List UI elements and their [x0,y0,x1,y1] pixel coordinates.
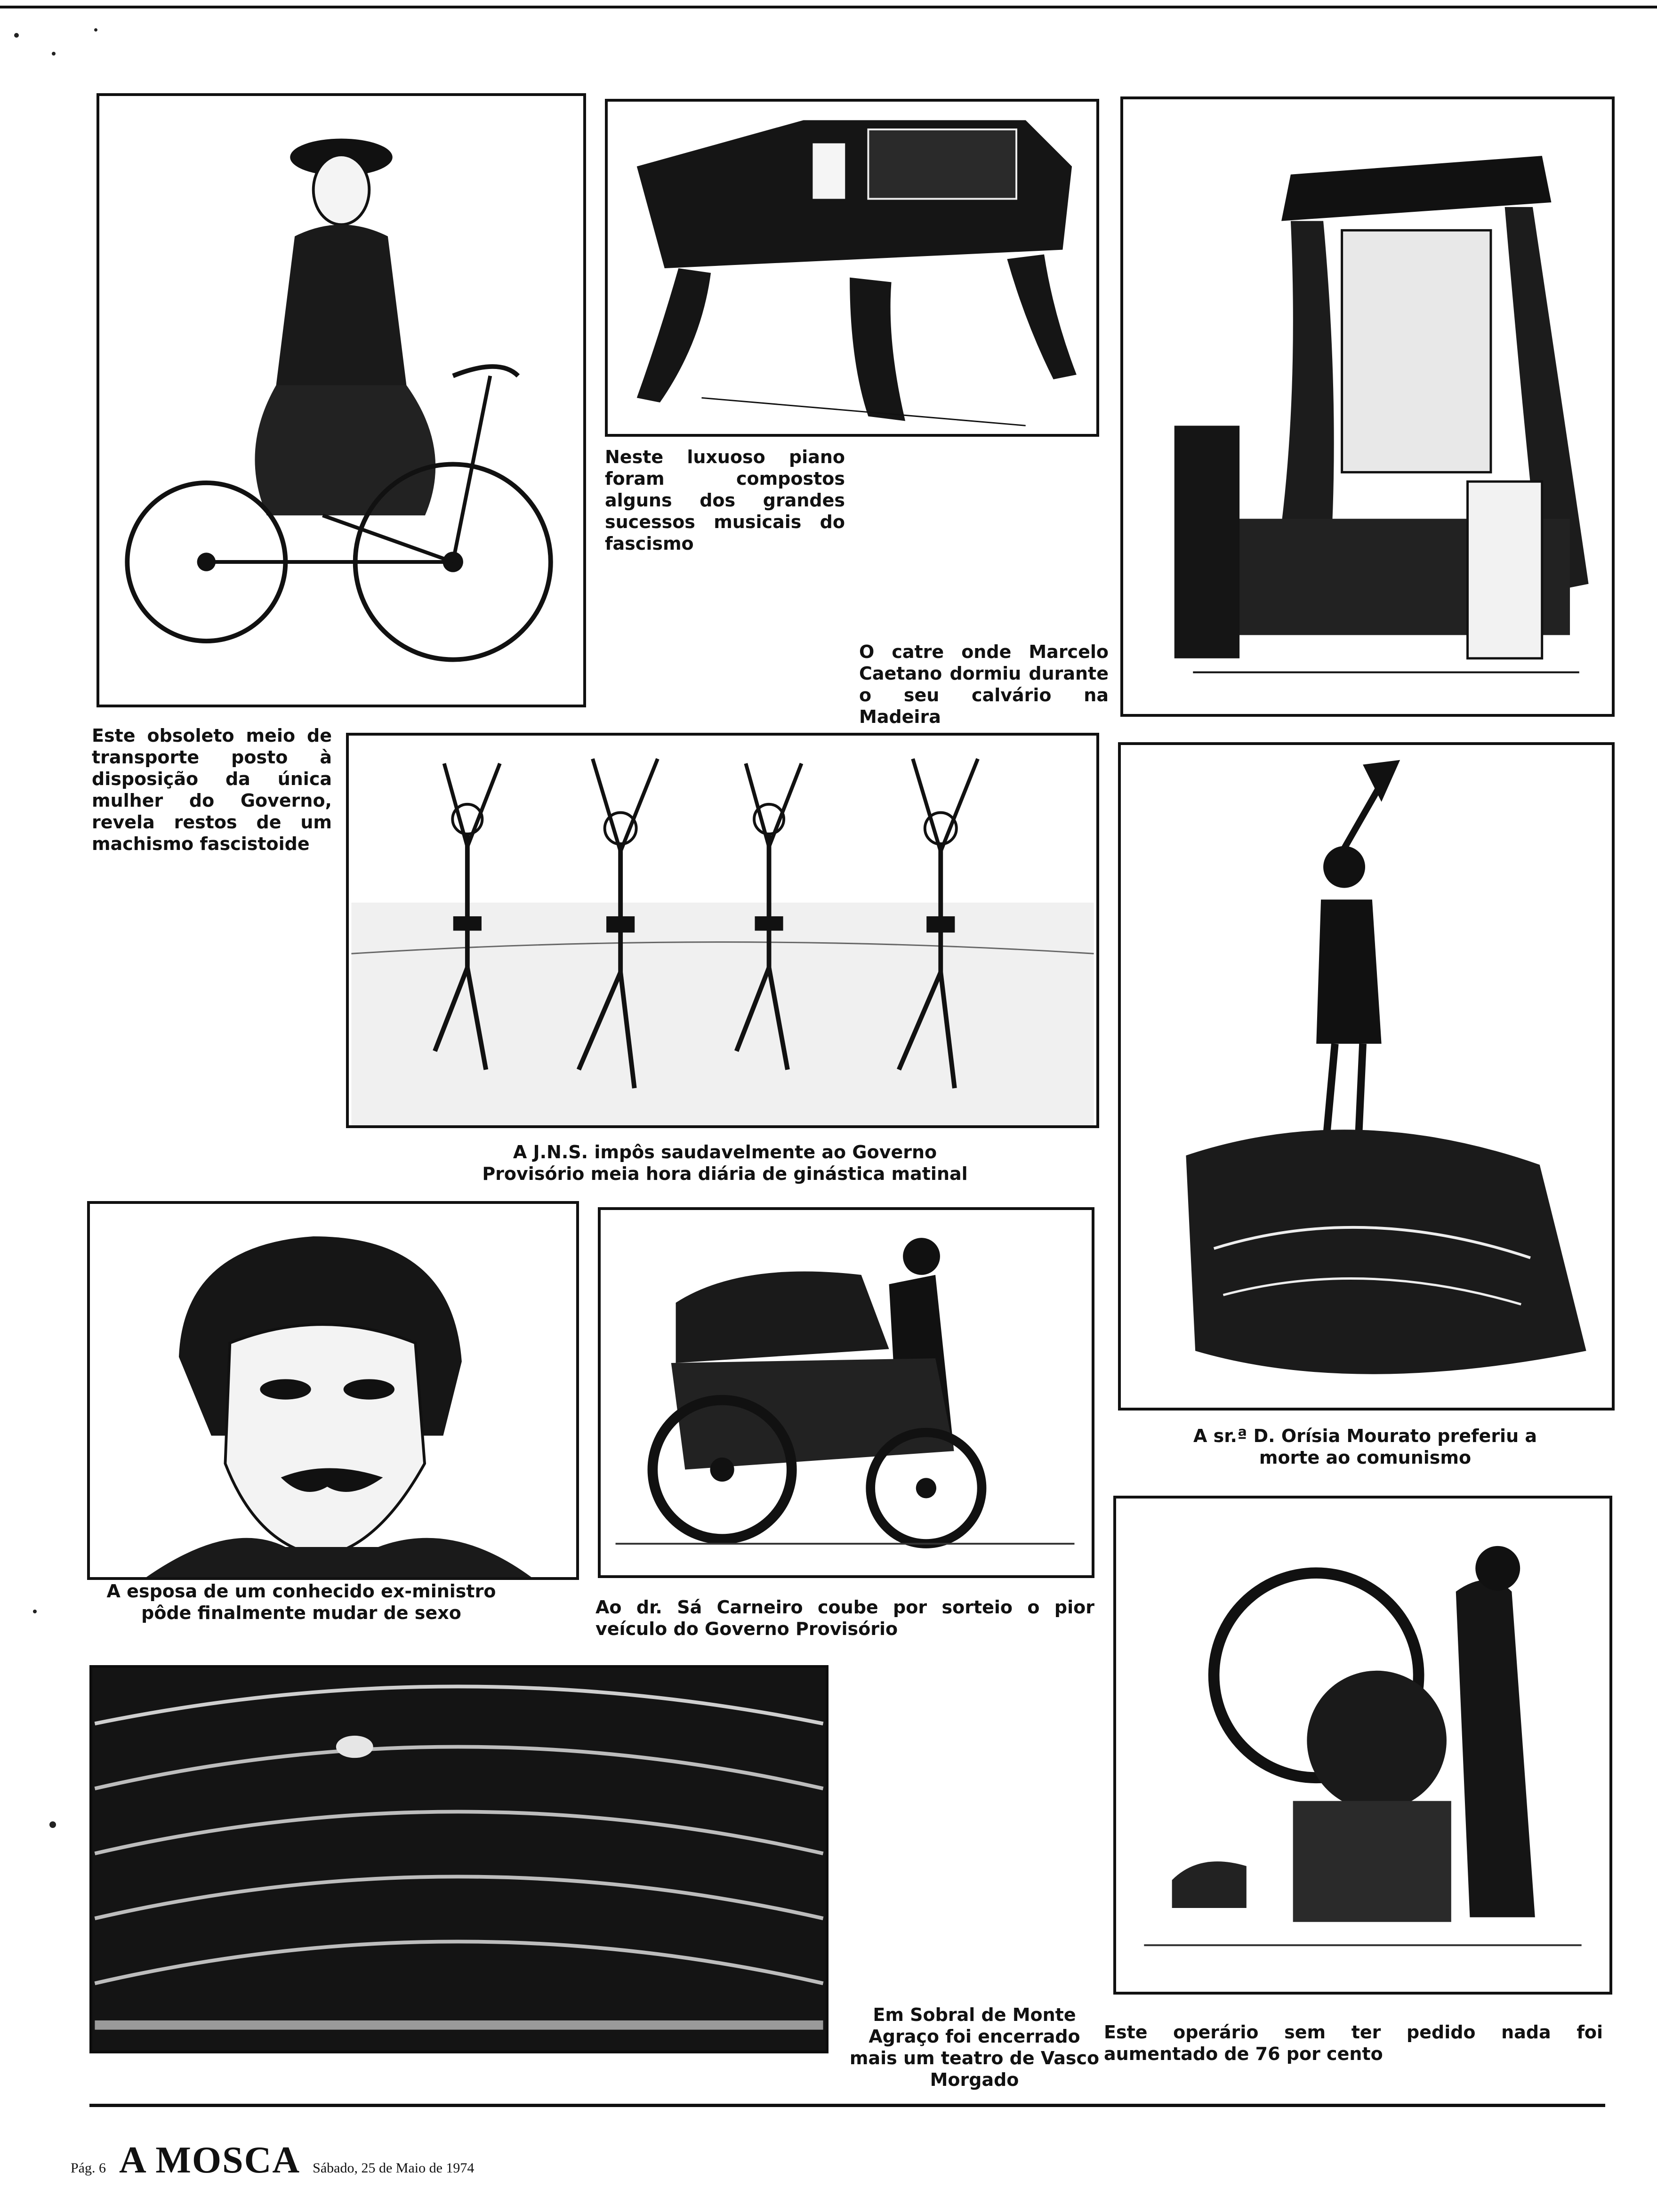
tricycle-illustration [99,96,583,705]
worker-pump-illustration [1116,1499,1609,1992]
image-gymnastics [346,733,1099,1128]
caption-gymnastics: A J.N.S. impôs saudavelmente ao Governo Provisório meia hora diária de ginástica matinal [482,1142,968,1184]
image-piano [605,99,1099,437]
print-speck [33,1610,37,1613]
print-speck [52,52,56,56]
image-tricycle-woman [97,93,586,707]
footer-rule [89,2104,1605,2107]
page-number: Pág. 6 [71,2160,106,2176]
caption-swimmer: A sr.ª D. Orísia Mourato preferiu a morte ao comunismo [1193,1426,1537,1468]
caption-theatre: Em Sobral de Monte Agraço foi encerrado mais um teatro de Vasco Morgado [849,2004,1100,2090]
print-speck [14,33,19,38]
caption-bed: O catre onde Marcelo Caetano dormiu durante o seu calvário na Madeira [859,641,1109,727]
antique-car-illustration [601,1210,1092,1575]
caption-face: A esposa de um conhecido ex-ministro pôde finalmente mudar de sexo [106,1581,496,1623]
caption-worker: Este operário sem ter pedido nada foi aumentado de 76 por cento [1104,2022,1603,2064]
image-car [598,1207,1094,1578]
image-worker [1113,1496,1612,1995]
caption-car: Ao dr. Sá Carneiro coube por sorteio o pior veículo do Governo Provisório [595,1597,1094,1639]
page-footer [71,2139,474,2181]
print-speck [94,28,97,32]
image-swimmer [1118,742,1615,1411]
caption-piano: Neste luxuoso piano foram compostos alguns dos grandes sucessos musicais do fascismo [605,447,845,554]
masked-face-illustration [90,1204,576,1577]
image-theatre [89,1665,828,2053]
top-rule [0,6,1657,8]
swimmer-on-rock-illustration [1121,745,1612,1408]
gymnasts-illustration [349,736,1096,1125]
theatre-interior-illustration [92,1668,826,2051]
masthead: A MOSCA [119,2140,301,2181]
canopy-bed-illustration [1123,99,1612,714]
piano-illustration [608,102,1096,434]
issue-date: Sábado, 25 de Maio de 1974 [313,2160,475,2176]
image-masked-face [87,1201,579,1580]
caption-tricycle: Este obsoleto meio de transporte posto à disposição da única mulher do Governo, revela restos de um machismo fascistoide [92,725,332,854]
image-bed [1120,96,1615,717]
print-speck [49,1821,56,1828]
